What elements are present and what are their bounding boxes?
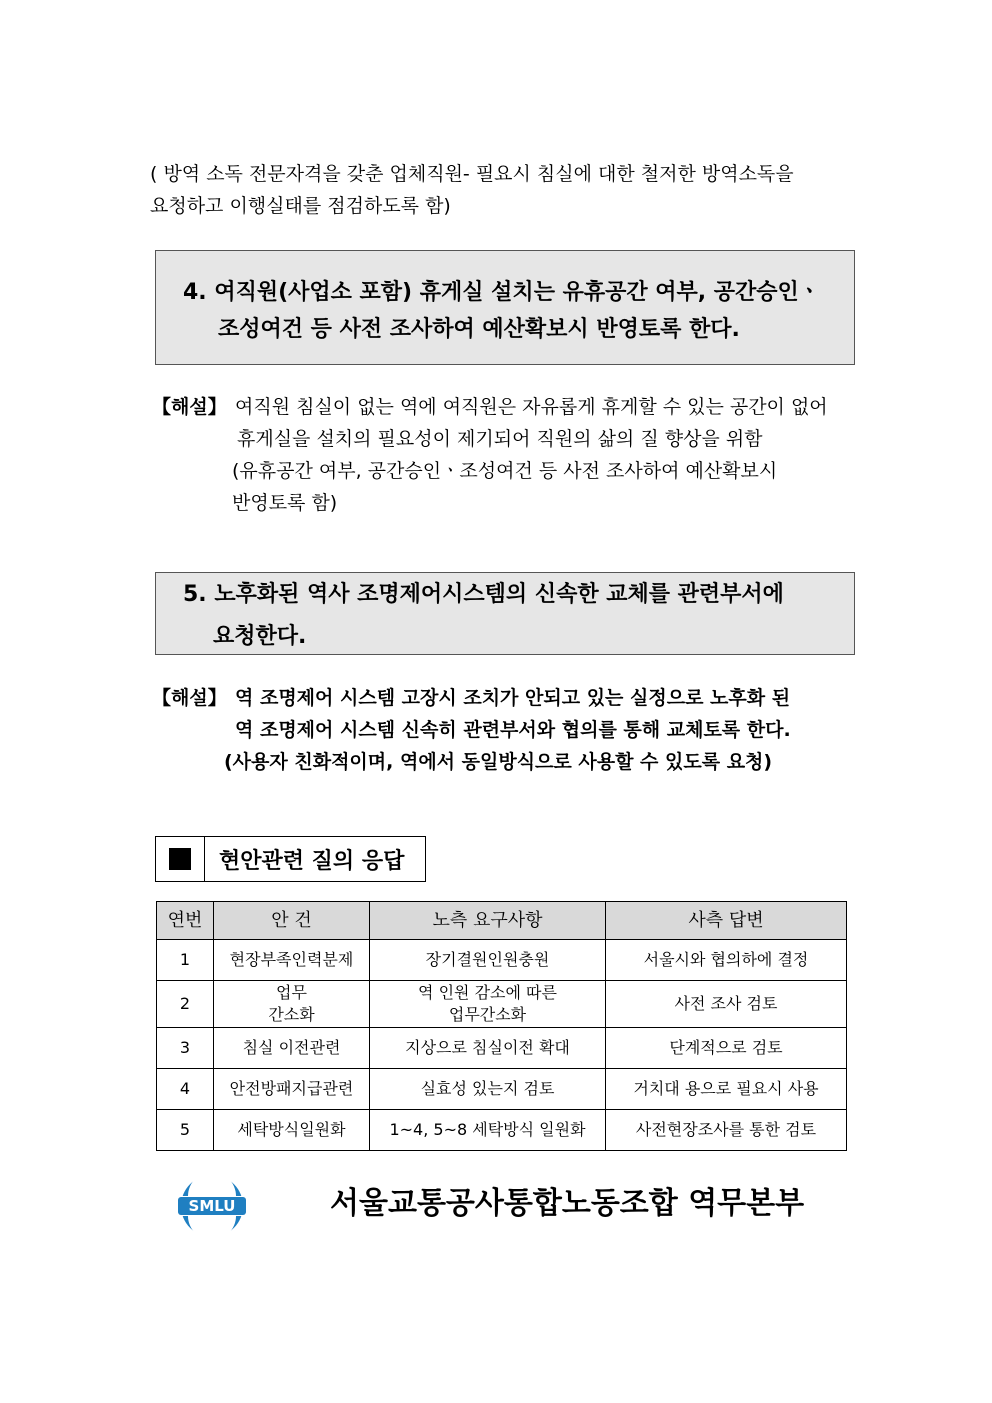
cell-labor-line-1: 역 인원 감소에 따른 <box>418 983 557 1002</box>
cell-labor-request <box>370 981 606 1028</box>
note5-line-3: (사용자 친화적이며, 역에서 동일방식으로 사용할 수 있도록 요청) <box>224 751 773 773</box>
cell-mgmt-answer: 단계적으로 검토 <box>606 1028 847 1069</box>
cell-no: 5 <box>157 1110 214 1151</box>
item5-line-2: 요청한다. <box>213 624 307 649</box>
cell-labor-request: 지상으로 침실이전 확대 <box>370 1028 606 1069</box>
note4-line-4: 반영토록 함) <box>232 492 338 514</box>
note5-label: 【해설】 <box>152 687 227 709</box>
header-item: 안 건 <box>214 902 370 940</box>
note4-line-3: (유휴공간 여부, 공간승인ㆍ조성여건 등 사전 조사하여 예산확보시 <box>232 460 778 482</box>
intro-line-1: ( 방역 소독 전문자격을 갖춘 업체직원- 필요시 침실에 대한 철저한 방역소독을 <box>150 163 794 185</box>
cell-item: 침실 이전관련 <box>214 1028 370 1069</box>
logo-text: SMLU <box>188 1197 236 1215</box>
cell-item: 안전방패지급관련 <box>214 1069 370 1110</box>
item4-box <box>155 250 855 365</box>
black-square-icon <box>169 848 191 870</box>
item5-box <box>155 572 855 655</box>
table-row <box>157 1028 847 1069</box>
cell-item-line-2: 간소화 <box>268 1005 315 1024</box>
cell-no: 3 <box>157 1028 214 1069</box>
cell-labor-request: 실효성 있는지 검토 <box>370 1069 606 1110</box>
qa-table <box>156 901 847 1151</box>
note4-line-1: 여직원 침실이 없는 역에 여직원은 자유롭게 휴게할 수 있는 공간이 없어 <box>235 396 828 418</box>
cell-labor-line-2: 업무간소화 <box>448 1005 527 1024</box>
cell-item: 현장부족인력분제 <box>214 940 370 981</box>
table-row <box>157 1069 847 1110</box>
table-row <box>157 1110 847 1151</box>
note5-line-1: 역 조명제어 시스템 고장시 조치가 안되고 있는 실정으로 노후화 된 <box>235 687 791 709</box>
header-labor-request: 노측 요구사항 <box>370 902 606 940</box>
item4-line-2: 조성여건 등 사전 조사하여 예산확보시 반영토록 한다. <box>218 317 740 342</box>
cell-mgmt-answer: 서울시와 협의하에 결정 <box>606 940 847 981</box>
cell-no: 1 <box>157 940 214 981</box>
note5-line-2: 역 조명제어 시스템 신속히 관련부서와 협의를 통해 교체토록 한다. <box>235 719 791 741</box>
cell-labor-request: 1~4, 5~8 세탁방식 일원화 <box>370 1110 606 1151</box>
cell-item <box>214 981 370 1028</box>
smlu-logo-icon <box>178 1174 246 1238</box>
note4-label: 【해설】 <box>152 396 227 418</box>
note4-line-2: 휴게실을 설치의 필요성이 제기되어 직원의 삶의 질 향상을 위함 <box>237 428 763 450</box>
intro-line-2: 요청하고 이행실태를 점검하도록 함) <box>150 195 451 217</box>
cell-mgmt-answer: 사전 조사 검토 <box>606 981 847 1028</box>
table-row <box>157 981 847 1028</box>
qa-header-square-cell <box>156 837 205 881</box>
cell-mgmt-answer: 사전현장조사를 통한 검토 <box>606 1110 847 1151</box>
header-no: 연번 <box>157 902 214 940</box>
qa-table-header-row <box>157 902 847 940</box>
qa-section-title: 현안관련 질의 응답 <box>219 848 405 874</box>
cell-mgmt-answer: 거치대 용으로 필요시 사용 <box>606 1069 847 1110</box>
cell-item: 세탁방식일원화 <box>214 1110 370 1151</box>
cell-item-line-1: 업무 <box>276 983 307 1002</box>
table-row <box>157 940 847 981</box>
item5-line-1: 5. 노후화된 역사 조명제어시스템의 신속한 교체를 관련부서에 <box>183 582 784 607</box>
cell-labor-request: 장기결원인원충원 <box>370 940 606 981</box>
header-mgmt-answer: 사측 답변 <box>606 902 847 940</box>
cell-no: 2 <box>157 981 214 1028</box>
footer-org-name: 서울교통공사통합노동조합 역무본부 <box>330 1186 805 1221</box>
qa-section-header <box>155 836 426 882</box>
item4-line-1: 4. 여직원(사업소 포함) 휴게실 설치는 유휴공간 여부, 공간승인ㆍ <box>183 280 821 305</box>
cell-no: 4 <box>157 1069 214 1110</box>
